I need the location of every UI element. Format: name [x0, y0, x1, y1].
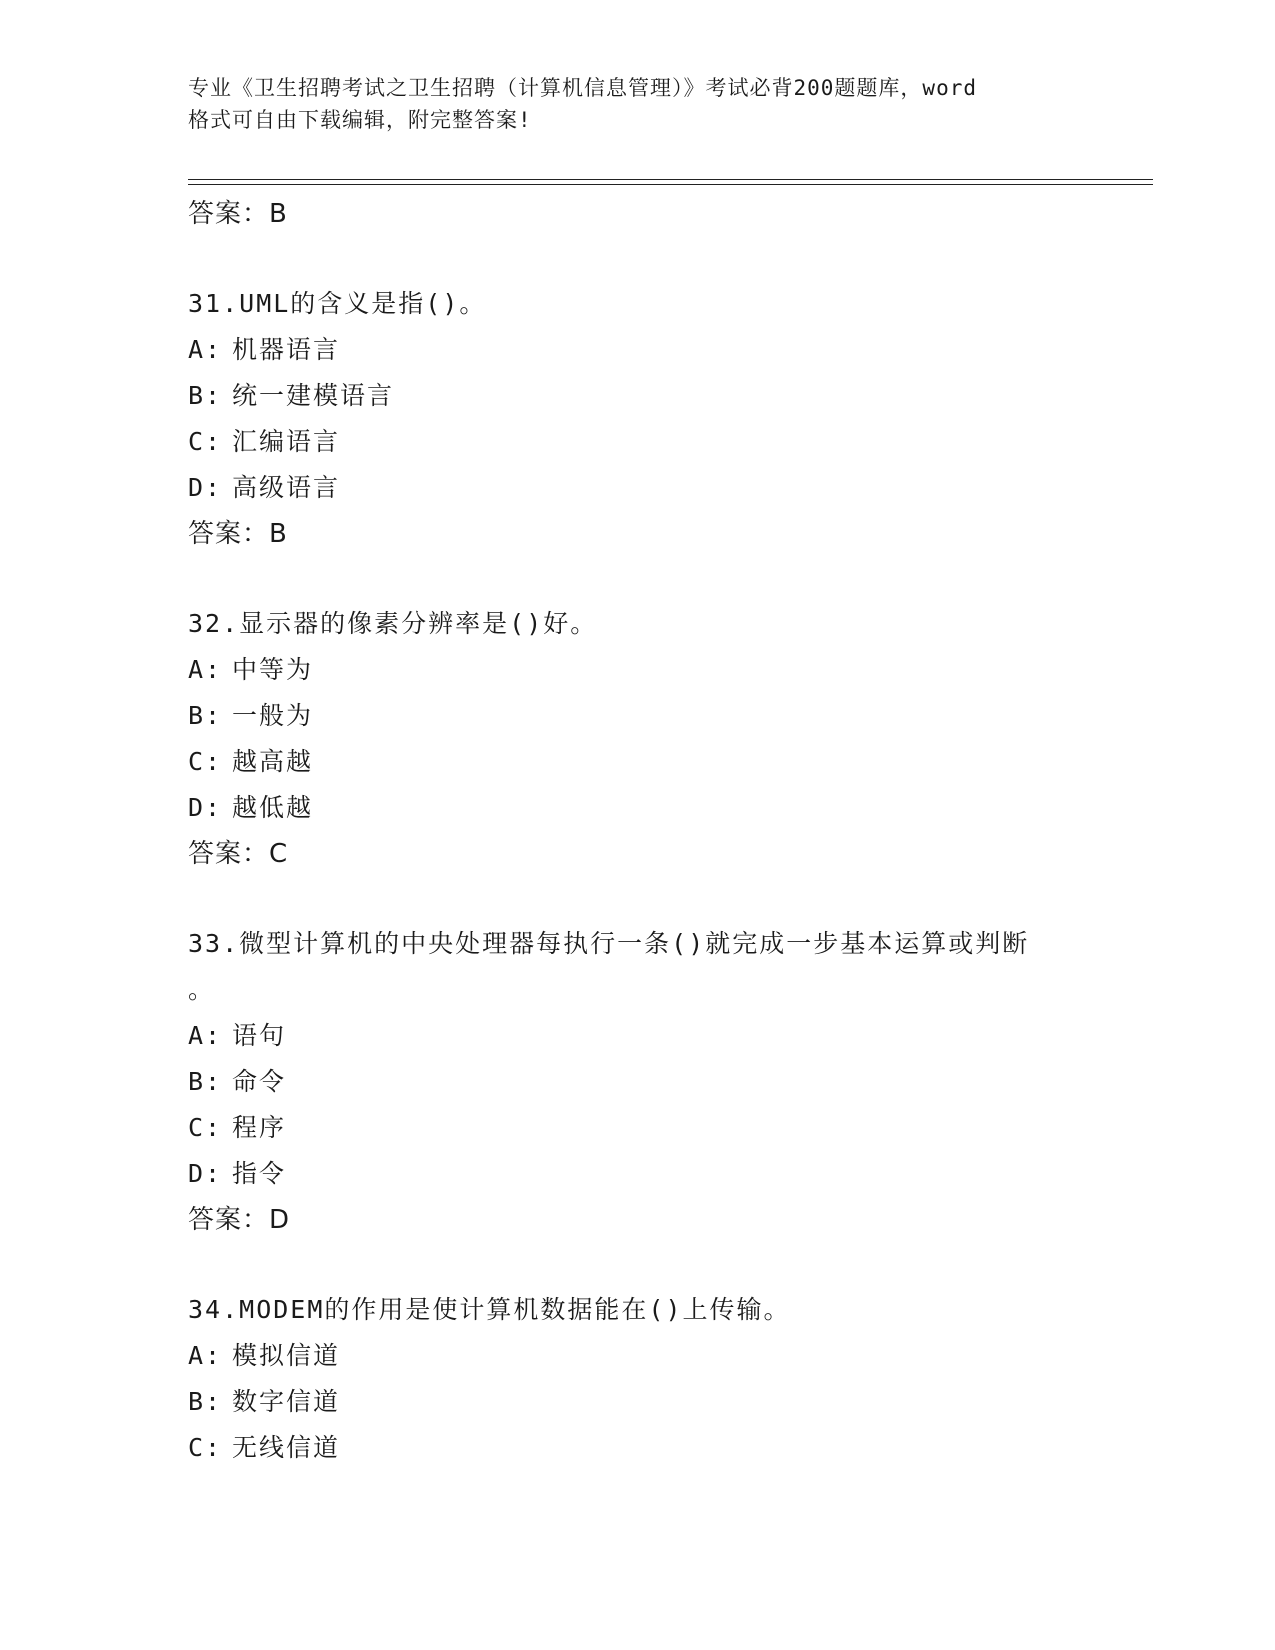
- option-letter: B:: [188, 1067, 223, 1096]
- option-letter: B:: [188, 1387, 223, 1416]
- option-text: 机器语言: [232, 335, 341, 364]
- question-34: [188, 1287, 1088, 1471]
- option-letter: B:: [188, 381, 223, 410]
- option-text: 命令: [232, 1067, 287, 1096]
- option-letter: C:: [188, 427, 223, 456]
- document-header: [188, 72, 1088, 136]
- question-31: [188, 281, 1088, 557]
- answer: 答案：B: [188, 519, 288, 549]
- option-text: 语句: [232, 1021, 287, 1050]
- question-stem: 34.MODEM的作用是使计算机数据能在()上传输。: [188, 1295, 791, 1324]
- option-text: 一般为: [232, 701, 314, 730]
- answer: 答案：C: [188, 839, 289, 869]
- previous-answer: 答案：B: [188, 199, 288, 229]
- option-a: [188, 1013, 1088, 1059]
- header-divider-bottom: [188, 184, 1153, 185]
- option-text: 模拟信道: [232, 1341, 341, 1370]
- option-letter: D:: [188, 1159, 223, 1188]
- option-b: [188, 693, 1088, 739]
- header-line-2: 格式可自由下载编辑，附完整答案!: [188, 108, 532, 132]
- option-c: [188, 739, 1088, 785]
- question-list: [188, 191, 1088, 1471]
- option-text: 高级语言: [232, 473, 341, 502]
- option-text: 中等为: [232, 655, 314, 684]
- option-text: 数字信道: [232, 1387, 341, 1416]
- option-text: 统一建模语言: [232, 381, 395, 410]
- option-letter: A:: [188, 1341, 223, 1370]
- question-stem: 31.UML的含义是指()。: [188, 289, 487, 318]
- option-text: 越低越: [232, 793, 314, 822]
- option-text: 指令: [232, 1159, 287, 1188]
- option-letter: D:: [188, 473, 223, 502]
- option-letter: C:: [188, 1113, 223, 1142]
- option-letter: C:: [188, 1433, 223, 1462]
- option-c: [188, 1105, 1088, 1151]
- option-letter: A:: [188, 655, 223, 684]
- option-letter: B:: [188, 701, 223, 730]
- option-d: [188, 465, 1088, 511]
- option-b: [188, 1059, 1088, 1105]
- option-a: [188, 647, 1088, 693]
- option-d: [188, 785, 1088, 831]
- option-a: [188, 327, 1088, 373]
- option-c: [188, 419, 1088, 465]
- option-d: [188, 1151, 1088, 1197]
- option-text: 程序: [232, 1113, 287, 1142]
- option-a: [188, 1333, 1088, 1379]
- question-stem: 33.微型计算机的中央处理器每执行一条()就完成一步基本运算或判断: [188, 929, 1030, 958]
- option-letter: C:: [188, 747, 223, 776]
- question-32: [188, 601, 1088, 877]
- option-letter: A:: [188, 335, 223, 364]
- header-line-1: 专业《卫生招聘考试之卫生招聘（计算机信息管理）》考试必背200题题库，word: [188, 76, 977, 100]
- option-b: [188, 373, 1088, 419]
- option-text: 无线信道: [232, 1433, 341, 1462]
- question-stem-continuation: 。: [188, 975, 216, 1004]
- question-stem: 32.显示器的像素分辨率是()好。: [188, 609, 598, 638]
- option-text: 汇编语言: [232, 427, 341, 456]
- answer: 答案：D: [188, 1205, 291, 1235]
- header-divider-top: [188, 179, 1153, 180]
- option-b: [188, 1379, 1088, 1425]
- option-c: [188, 1425, 1088, 1471]
- question-33: [188, 921, 1088, 1243]
- option-letter: A:: [188, 1021, 223, 1050]
- option-letter: D:: [188, 793, 223, 822]
- option-text: 越高越: [232, 747, 314, 776]
